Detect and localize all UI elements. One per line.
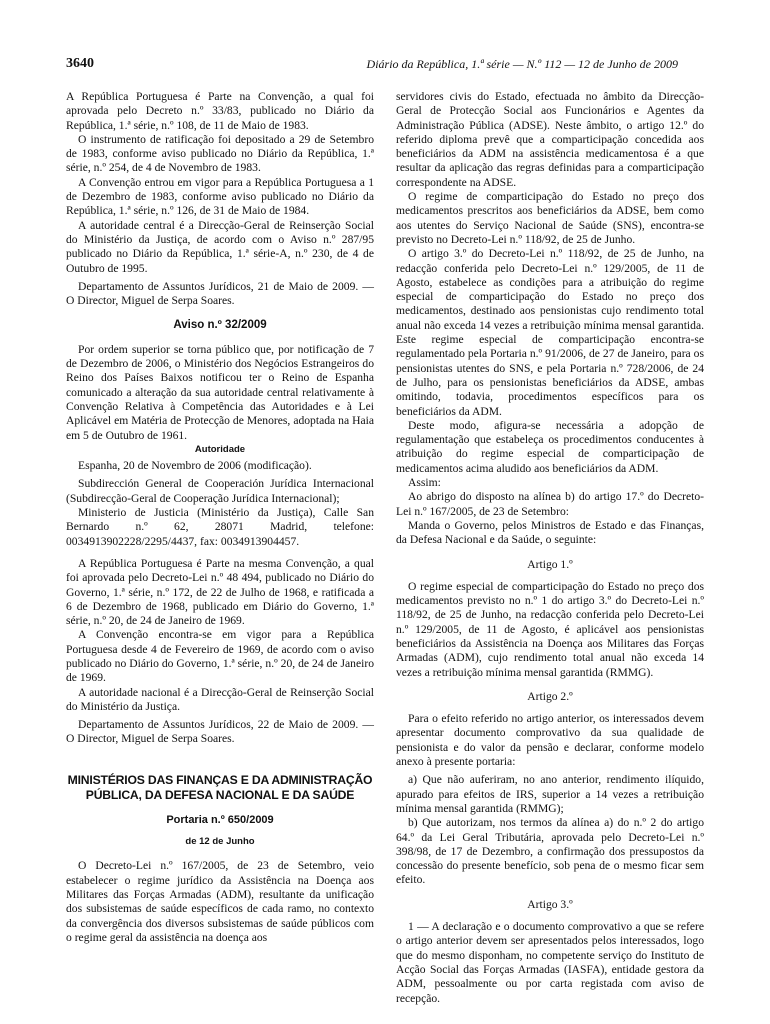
paragraph: O Decreto-Lei n.º 167/2005, de 23 de Setembro, veio estabelecer o regime jurídico da Assistência na Doença aos Militares das Forças Armadas (ADM), resultante da unificação dos subsistemas de saúde específicos de cada ramo, no contexto da convergência dos diversos subsistemas de saúde públicos com o regime geral da assistência na doença aos <box>66 859 374 944</box>
portaria-title: Portaria n.º 650/2009 <box>166 813 274 826</box>
paragraph: O regime especial de comparticipação do Estado no preço dos medicamentos previsto no n.º 1 do artigo 3.º do Decreto-Lei n.º 118/92, de 25 de Junho, na redacção conferida pelo Decreto-Lei n.º 129/2005, de 11 de Agosto, é aplicável aos pensionistas beneficiários da Assistência na Doença aos Militares das Forças Armadas (ADM), cujo rendimento total anual não exceda 14 vezes a retribuição mínima mensal garantida (RMMG). <box>396 579 704 679</box>
paragraph: servidores civis do Estado, efectuada no âmbito da Direcção-Geral de Protecção Social aos Funcionários e Agentes da Administração Pública (ADSE). Neste âmbito, o artigo 12.º do referido diploma prevê que a comparticipação concedida aos beneficiários da ADM na assistência medicamentosa é a que resultar da aplicação das regras definidas para a comparticipação correspondente na ADSE. <box>396 90 704 189</box>
paragraph: Deste modo, afigura-se necessária a adopção de regulamentação que estabeleça os procedimentos conducentes à atribuição do regime especial de comparticipação de medicamentos acima aludido aos beneficiários da ADM. <box>396 418 704 475</box>
page-number: 3640 <box>66 56 94 71</box>
paragraph: a) Que não auferiram, no ano anterior, rendimento ilíquido, apurado para efeitos de IRS, superior a 14 vezes a retribuição mínima mensal garantida (RMMG); <box>396 773 704 815</box>
paragraph: Subdirección General de Cooperación Jurídica Internacional (Subdirecção-Geral de Cooperação Jurídica Internacional); <box>66 477 374 505</box>
subheading: Autoridade <box>194 443 246 455</box>
paragraph: A autoridade central é a Direcção-Geral de Reinserção Social do Ministério da Justiça, de acordo com o Aviso n.º 287/95 publicado no Diário da República, 1.ª série-A, n.º 230, de 4 de Outubro de 1995. <box>66 218 374 275</box>
paragraph: Para o efeito referido no artigo anterior, os interessados devem apresentar documento comprovativo da sua qualidade de pensionista e do valor da pensão e declarar, conforme modelo anexo à presente portaria: <box>396 712 704 769</box>
paragraph: 1 — A declaração e o documento comprovativo a que se refere o artigo anterior devem ser apresentados pelos interessados, logo que do mesmo disponham, no competente serviço do Instituto de Acção Social das Forças Armadas (IASFA), entidade gestora da ADM, pessoalmente ou por carta registada com aviso de recepção. <box>396 920 704 1005</box>
paragraph: O artigo 3.º do Decreto-Lei n.º 118/92, de 25 de Junho, na redacção conferida pelo Decreto-Lei n.º 129/2005, de 11 de Agosto, estabelece as condições para a atribuição do regime especial de comparticipação do Estado no preço dos medicamentos, destinado aos pensionistas cujo rendimento total anual não exceda 14 vezes a retribuição mínima mensal garantida. Este regime especial de comparticipação encontra-se regulamentado pela Portaria n.º 91/2006, de 27 de Janeiro, para os pensionistas utentes do SNS, e pela Portaria n.º 728/2006, de 24 de Julho, para os pensionistas beneficiários da ADSE, ambas omitindo, todavia, procedimentos específicos para os beneficiários da ADM. <box>396 247 704 418</box>
paragraph: Ministerio de Justicia (Ministério da Justiça), Calle San Bernardo n.º 62, 28071 Madrid, telefone: 0034913902228/2295/4437, fax: 0034913904457. <box>66 506 374 548</box>
article-heading: Artigo 3.º <box>527 897 573 911</box>
notice-title: Aviso n.º 32/2009 <box>173 319 267 332</box>
paragraph: A República Portuguesa é Parte na mesma Convenção, a qual foi aprovada pelo Decreto-Lei n.º 48 494, publicado no Diário do Governo, 1.ª série, n.º 172, de 22 de Julho de 1968, e ratificada a 6 de Dezembro de 1968, publicado em Diário do Governo, 1.ª série, n.º 20, de 24 de Janeiro de 1969. <box>66 556 374 628</box>
article-heading: Artigo 1.º <box>527 557 573 571</box>
article-heading: Artigo 2.º <box>527 689 573 703</box>
paragraph: A República Portuguesa é Parte na Convenção, a qual foi aprovada pelo Decreto n.º 33/83, publicado no Diário da República, 1.ª série, n.º 108, de 11 de Maio de 1983. <box>66 90 374 132</box>
paragraph: b) Que autorizam, nos termos da alínea a) do n.º 2 do artigo 64.º da Lei Geral Tributária, aprovada pelo Decreto-Lei n.º 398/98, de 17 de Dezembro, a confirmação dos pressupostos da concessão do presente benefício, sob pena de o mesmo ficar sem efeito. <box>396 816 704 887</box>
paragraph: O regime de comparticipação do Estado no preço dos medicamentos prescritos aos beneficiários da ADSE, bem como aos utentes do Serviço Nacional de Saúde (SNS), encontra-se previsto no Decreto-Lei n.º 118/92, de 25 de Junho. <box>396 190 704 246</box>
paragraph: A autoridade nacional é a Direcção-Geral de Reinserção Social do Ministério da Justiça. <box>66 685 374 713</box>
journal-header: Diário da República, 1.ª série — N.º 112 — 12 de Junho de 2009 <box>366 57 678 71</box>
paragraph: Espanha, 20 de Novembro de 2006 (modificação). <box>78 459 312 473</box>
portaria-date: de 12 de Junho <box>185 836 255 848</box>
paragraph: Departamento de Assuntos Jurídicos, 22 de Maio de 2009. — O Director, Miguel de Serpa Soares. <box>66 718 374 746</box>
paragraph: Departamento de Assuntos Jurídicos, 21 de Maio de 2009. — O Director, Miguel de Serpa Soares. <box>66 279 374 308</box>
paragraph: Por ordem superior se torna público que, por notificação de 7 de Dezembro de 2006, o Ministério dos Negócios Estrangeiros do Reino dos Países Baixos notificou ter o Reino de Espanha comunicado a alteração da sua autoridade central relativamente à Convenção Relativa à Competência das Autoridades e à Lei Aplicável em Matéria de Protecção de Menores, adoptada na Haia em 5 de Outubro de 1961. <box>66 342 374 442</box>
paragraph: A Convenção encontra-se em vigor para a República Portuguesa desde 4 de Fevereiro de 1969, de acordo com o aviso publicado no Diário do Governo, 1.ª série, n.º 20, de 24 de Janeiro de 1969. <box>66 628 374 685</box>
paragraph: Manda o Governo, pelos Ministros de Estado e das Finanças, da Defesa Nacional e da Saúde, o seguinte: <box>396 518 704 547</box>
paragraph: A Convenção entrou em vigor para a República Portuguesa a 1 de Dezembro de 1983, conforme aviso publicado no Diário da República, 1.ª série, n.º 126, de 31 de Maio de 1984. <box>66 175 374 218</box>
left-column <box>66 90 374 945</box>
paragraph: Ao abrigo do disposto na alínea b) do artigo 17.º do Decreto-Lei n.º 167/2005, de 23 de Setembro: <box>396 490 704 518</box>
paragraph: Assim: <box>408 476 441 490</box>
ministry-heading: MINISTÉRIOS DAS FINANÇAS E DA ADMINISTRAÇÃO PÚBLICA, DA DEFESA NACIONAL E DA SAÚDE <box>67 772 373 802</box>
right-column <box>396 90 704 1006</box>
paragraph: O instrumento de ratificação foi depositado a 29 de Setembro de 1983, conforme aviso publicado no Diário da República, 1.ª série, n.º 254, de 4 de Novembro de 1983. <box>66 132 374 175</box>
